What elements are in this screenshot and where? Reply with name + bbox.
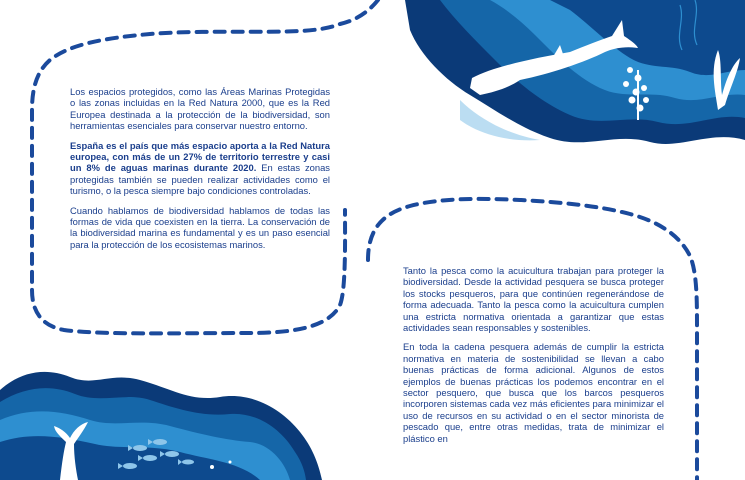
left-paragraph-2 [70, 140, 330, 197]
right-text-block [403, 265, 664, 444]
left-paragraph-2-bold: España es el país que más espacio aporta a la Red Natura europea, con más de un 27% de territorio terrestre y casi un 8% de aguas marinas durante 2020. [70, 139, 330, 174]
left-paragraph-1: Los espacios protegidos, como las Áreas Marinas Protegidas o las zonas incluidas en la Red Natura 2000, que es la Red Europea destinada a la protección de la biodiversidad, son herramientas esenciales para conservar nuestro entorno. [70, 86, 330, 132]
right-paragraph-1: Tanto la pesca como la acuicultura trabajan para proteger la biodiversidad. Desde la actividad pesquera se busca proteger los stocks pesqueros, para que continúen regenerándose de forma adecuada. Tanto la pesca como la acuicultura cumplen una estricta normativa orientada a garantizar que estas actividades sean responsables y sostenibles. [403, 265, 664, 334]
left-text-block [70, 86, 330, 258]
left-paragraph-3: Cuando hablamos de biodiversidad hablamos de todas las formas de vida que coexisten en la tierra. La conservación de la biodiversidad marina es fundamental y es un paso esencial para la protección de los ecosistemas marinos. [70, 204, 330, 250]
left-paragraph-2-rest: En estas zonas protegidas también se pueden realizar actividades como el turismo, o la pesca siempre bajo condiciones controladas. [70, 162, 330, 197]
right-paragraph-2: En toda la cadena pesquera además de cumplir la estricta normativa en materia de sostenibilidad se llevan a cabo buenas prácticas de forma adicional. Algunos de estos ejemplos de buenas prácticas los podemos encontrar en el sector pesquero, que busca que los barcos pesqueros incorporen sistemas cada vez más eficientes para minimizar el uso de recursos en su actividad o en el sector minorista de pescado que, entre otras medidas, trata de minimizar el plástico en [403, 341, 664, 444]
